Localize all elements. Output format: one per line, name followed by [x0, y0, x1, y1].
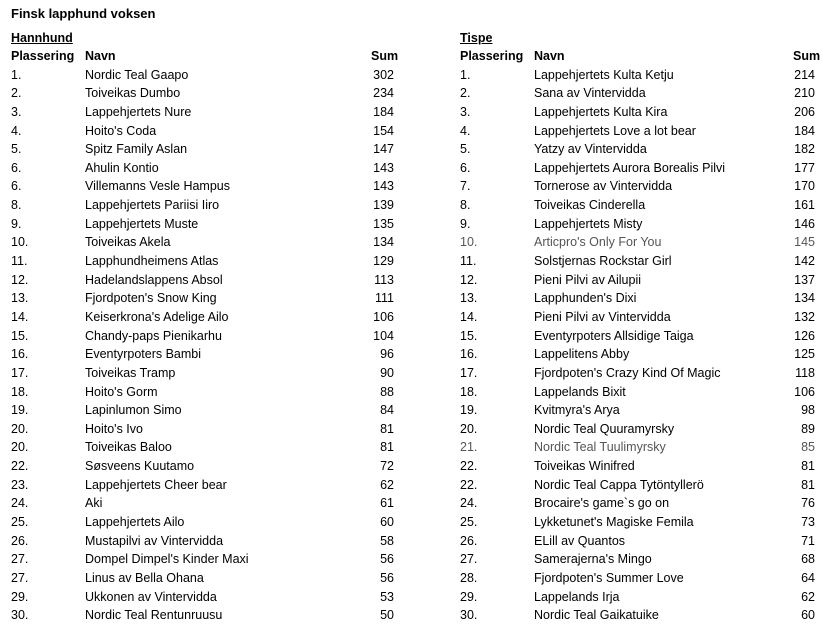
table-row	[460, 289, 815, 308]
rank-cell: 6.	[11, 160, 22, 175]
name-cell: Villemanns Vesle Hampus	[85, 179, 230, 194]
name-cell: Linus av Bella Ohana	[85, 570, 204, 585]
name-cell: Pieni Pilvi av Ailupii	[534, 272, 641, 287]
rank-cell: 27.	[11, 552, 29, 567]
sum-cell: 81	[801, 477, 815, 492]
sum-cell: 106	[794, 384, 815, 399]
sum-cell: 154	[373, 123, 394, 138]
name-cell: Nordic Teal Quuramyrsky	[534, 421, 675, 436]
name-cell: Nordic Teal Rentunruusu	[85, 608, 223, 623]
table-row	[11, 327, 394, 346]
rank-cell: 3.	[460, 104, 471, 119]
table-row	[460, 159, 815, 178]
rank-cell: 1.	[11, 67, 22, 82]
rank-cell: 6.	[460, 160, 471, 175]
rank-cell: 13.	[11, 291, 29, 306]
sum-cell: 134	[373, 235, 394, 250]
sum-cell: 96	[380, 347, 394, 362]
header-name: Navn	[85, 49, 116, 63]
rank-cell: 19.	[11, 403, 29, 418]
table-row	[11, 159, 394, 178]
sum-cell: 60	[380, 515, 394, 530]
name-cell: Pieni Pilvi av Vintervidda	[534, 309, 671, 324]
table-row	[460, 345, 815, 364]
header-rank: Plassering	[11, 49, 75, 63]
rank-cell: 13.	[460, 291, 478, 306]
sum-cell: 146	[794, 216, 815, 231]
table-body	[11, 66, 394, 625]
sum-cell: 81	[380, 440, 394, 455]
sum-cell: 62	[380, 477, 394, 492]
rank-cell: 26.	[460, 533, 478, 548]
name-cell: Fjordpoten's Summer Love	[534, 570, 684, 585]
table-row	[460, 550, 815, 569]
sum-cell: 89	[801, 421, 815, 436]
sum-cell: 147	[373, 142, 394, 157]
table-row	[460, 569, 815, 588]
name-cell: Søsveens Kuutamo	[85, 459, 195, 474]
table-row	[11, 383, 394, 402]
table-row	[460, 84, 815, 103]
sum-cell: 182	[794, 142, 815, 157]
table-row	[460, 177, 815, 196]
sum-cell: 142	[794, 254, 815, 269]
table-row	[11, 140, 394, 159]
sum-cell: 68	[801, 552, 815, 567]
sum-cell: 126	[794, 328, 815, 343]
rank-cell: 8.	[11, 198, 22, 213]
section-title: Hannhund	[11, 31, 73, 45]
sum-cell: 118	[795, 365, 815, 380]
rank-cell: 4.	[11, 123, 22, 138]
rank-cell: 26.	[11, 533, 29, 548]
rank-cell: 18.	[11, 384, 29, 399]
name-cell: Toiveikas Cinderella	[534, 198, 646, 213]
sum-cell: 58	[380, 533, 394, 548]
sum-cell: 143	[373, 179, 394, 194]
name-cell: Hoito's Coda	[85, 123, 157, 138]
rank-cell: 2.	[11, 86, 22, 101]
rank-cell: 16.	[460, 347, 478, 362]
sum-cell: 98	[801, 403, 815, 418]
name-cell: Hoito's Ivo	[85, 421, 143, 436]
name-cell: Tornerose av Vintervidda	[534, 179, 673, 194]
name-cell: Lykketunet's Magiske Femila	[534, 515, 694, 530]
name-cell: Hadelandslappens Absol	[85, 272, 223, 287]
table-row	[460, 271, 815, 290]
name-cell: Lapphunden's Dixi	[534, 291, 637, 306]
table-row	[11, 494, 394, 513]
name-cell: Ukkonen av Vintervidda	[85, 589, 217, 604]
rank-cell: 29.	[460, 589, 478, 604]
name-cell: Fjordpoten's Crazy Kind Of Magic	[534, 365, 721, 380]
sum-cell: 81	[380, 421, 394, 436]
rank-cell: 9.	[460, 216, 471, 231]
sum-cell: 85	[801, 440, 815, 455]
table-row	[11, 457, 394, 476]
sum-cell: 184	[373, 104, 394, 119]
name-cell: Nordic Teal Tuulimyrsky	[534, 440, 666, 455]
table-row	[11, 289, 394, 308]
name-cell: Eventyrpoters Bambi	[85, 347, 202, 362]
sum-cell: 184	[794, 123, 815, 138]
rank-cell: 6.	[11, 179, 22, 194]
table-row	[11, 401, 394, 420]
sum-cell: 137	[794, 272, 815, 287]
name-cell: Toiveikas Dumbo	[85, 86, 181, 101]
rank-cell: 10.	[460, 235, 478, 250]
name-cell: Lappehjertets Aurora Borealis Pilvi	[534, 160, 726, 175]
name-cell: Solstjernas Rockstar Girl	[534, 254, 672, 269]
rank-cell: 24.	[460, 496, 478, 511]
name-cell: Nordic Teal Gaapo	[85, 67, 189, 82]
rank-cell: 5.	[11, 142, 22, 157]
table-row	[460, 233, 815, 252]
table-row	[460, 457, 815, 476]
sum-cell: 56	[380, 552, 394, 567]
table-row	[460, 438, 815, 457]
sum-cell: 161	[794, 198, 815, 213]
table-row	[460, 196, 815, 215]
name-cell: Spitz Family Aslan	[85, 142, 188, 157]
table-row	[11, 606, 394, 625]
header-name: Navn	[534, 49, 565, 63]
table-row	[460, 122, 815, 141]
rank-cell: 22.	[460, 459, 478, 474]
name-cell: Keiserkrona's Adelige Ailo	[85, 309, 229, 324]
name-cell: Brocaire's game`s go on	[534, 496, 670, 511]
name-cell: Lapinlumon Simo	[85, 403, 182, 418]
name-cell: Mustapilvi av Vintervidda	[85, 533, 224, 548]
table-row	[11, 196, 394, 215]
rank-cell: 30.	[11, 608, 29, 623]
sum-cell: 90	[380, 365, 394, 380]
rank-cell: 15.	[11, 328, 29, 343]
rank-cell: 3.	[11, 104, 22, 119]
sum-cell: 302	[373, 67, 394, 82]
name-cell: Eventyrpoters Allsidige Taiga	[534, 328, 694, 343]
table-row	[460, 532, 815, 551]
table-row	[11, 438, 394, 457]
sum-cell: 64	[801, 570, 815, 585]
table-row	[11, 103, 394, 122]
sum-cell: 61	[380, 496, 394, 511]
name-cell: Sana av Vintervidda	[534, 86, 646, 101]
table-row	[11, 252, 394, 271]
name-cell: Lappehjertets Cheer bear	[85, 477, 227, 492]
table-row	[11, 513, 394, 532]
name-cell: Lappelitens Abby	[534, 347, 630, 362]
rank-cell: 16.	[11, 347, 29, 362]
table-row	[460, 513, 815, 532]
sum-cell: 214	[794, 67, 815, 82]
sum-cell: 113	[374, 272, 394, 287]
sum-cell: 145	[794, 235, 815, 250]
name-cell: Aki	[85, 496, 103, 511]
sum-cell: 206	[794, 104, 815, 119]
table-row	[460, 401, 815, 420]
sum-cell: 56	[380, 570, 394, 585]
table-header	[460, 47, 821, 66]
sum-cell: 73	[801, 515, 815, 530]
rank-cell: 7.	[460, 179, 471, 194]
document-title: Finsk lapphund voksen	[11, 6, 156, 21]
rank-cell: 29.	[11, 589, 29, 604]
name-cell: Articpro's Only For You	[534, 235, 662, 250]
table-row	[11, 345, 394, 364]
rank-cell: 14.	[11, 309, 29, 324]
table-row	[11, 177, 394, 196]
sum-cell: 104	[373, 328, 394, 343]
sum-cell: 125	[794, 347, 815, 362]
name-cell: Toiveikas Akela	[85, 235, 171, 250]
sum-cell: 170	[794, 179, 815, 194]
name-cell: Lappelands Bixit	[534, 384, 626, 399]
rank-cell: 22.	[11, 459, 29, 474]
header-sum: Sum	[371, 49, 399, 63]
table-row	[11, 84, 394, 103]
name-cell: ELill av Quantos	[534, 533, 626, 548]
name-cell: Fjordpoten's Snow King	[85, 291, 217, 306]
rank-cell: 11.	[460, 254, 477, 269]
name-cell: Samerajerna's Mingo	[534, 552, 652, 567]
name-cell: Hoito's Gorm	[85, 384, 158, 399]
rank-cell: 12.	[460, 272, 478, 287]
rank-cell: 9.	[11, 216, 22, 231]
sum-cell: 134	[794, 291, 815, 306]
table-row	[460, 494, 815, 513]
name-cell: Yatzy av Vintervidda	[534, 142, 647, 157]
table-row	[460, 308, 815, 327]
rank-cell: 17.	[460, 365, 478, 380]
table-row	[460, 420, 815, 439]
table-row	[460, 383, 815, 402]
table-row	[11, 569, 394, 588]
rank-cell: 20.	[460, 421, 478, 436]
sum-cell: 60	[801, 608, 815, 623]
rank-cell: 21.	[460, 440, 478, 455]
sum-cell: 71	[801, 533, 815, 548]
table-row	[460, 327, 815, 346]
table-row	[460, 215, 815, 234]
rank-cell: 24.	[11, 496, 29, 511]
table-row	[11, 420, 394, 439]
sum-cell: 135	[373, 216, 394, 231]
rank-cell: 14.	[460, 309, 478, 324]
name-cell: Lappehjertets Love a lot bear	[534, 123, 696, 138]
table-row	[11, 271, 394, 290]
name-cell: Lappehjertets Pariisi Iiro	[85, 198, 220, 213]
name-cell: Lappehjertets Ailo	[85, 515, 185, 530]
name-cell: Lappehjertets Nure	[85, 104, 192, 119]
table-row	[11, 308, 394, 327]
name-cell: Ahulin Kontio	[85, 160, 159, 175]
table-row	[460, 66, 815, 85]
rank-cell: 12.	[11, 272, 29, 287]
table-row	[11, 588, 394, 607]
sum-cell: 106	[373, 309, 394, 324]
sum-cell: 81	[801, 459, 815, 474]
name-cell: Chandy-paps Pienikarhu	[85, 328, 222, 343]
table-row	[11, 532, 394, 551]
rank-cell: 25.	[11, 515, 29, 530]
table-row	[460, 588, 815, 607]
rank-cell: 30.	[460, 608, 478, 623]
name-cell: Lappelands Irja	[534, 589, 620, 604]
name-cell: Kvitmyra's Arya	[534, 403, 620, 418]
name-cell: Toiveikas Tramp	[85, 365, 176, 380]
sum-cell: 210	[794, 86, 815, 101]
table-row	[460, 103, 815, 122]
rank-cell: 20.	[11, 421, 29, 436]
rank-cell: 22.	[460, 477, 478, 492]
rank-cell: 2.	[460, 86, 471, 101]
name-cell: Nordic Teal Cappa Tytöntyllerö	[534, 477, 704, 492]
name-cell: Lappehjertets Kulta Kira	[534, 104, 668, 119]
table-row	[11, 233, 394, 252]
rank-cell: 18.	[460, 384, 478, 399]
rank-cell: 27.	[11, 570, 29, 585]
name-cell: Lappehjertets Misty	[534, 216, 643, 231]
sum-cell: 72	[380, 459, 394, 474]
rank-cell: 4.	[460, 123, 471, 138]
table-row	[460, 364, 815, 383]
sum-cell: 132	[794, 309, 815, 324]
sum-cell: 111	[374, 291, 394, 306]
rank-cell: 5.	[460, 142, 471, 157]
table-row	[460, 252, 815, 271]
section-hannhund	[11, 29, 399, 625]
sum-cell: 62	[801, 589, 815, 604]
rank-cell: 23.	[11, 477, 29, 492]
sum-cell: 139	[373, 198, 394, 213]
table-row	[11, 122, 394, 141]
rank-cell: 10.	[11, 235, 29, 250]
rank-cell: 17.	[11, 365, 29, 380]
sum-cell: 88	[380, 384, 394, 399]
rank-cell: 11.	[11, 254, 28, 269]
section-title: Tispe	[460, 31, 493, 45]
header-rank: Plassering	[460, 49, 524, 63]
table-row	[460, 476, 815, 495]
sum-cell: 50	[380, 608, 394, 623]
name-cell: Lappehjertets Kulta Ketju	[534, 67, 674, 82]
rank-cell: 15.	[460, 328, 478, 343]
rank-cell: 1.	[460, 67, 471, 82]
sum-cell: 129	[373, 254, 394, 269]
rank-cell: 25.	[460, 515, 478, 530]
table-header	[11, 47, 399, 66]
table-row	[11, 550, 394, 569]
table-row	[460, 140, 815, 159]
rank-cell: 19.	[460, 403, 478, 418]
name-cell: Lappehjertets Muste	[85, 216, 199, 231]
table-row	[11, 476, 394, 495]
sum-cell: 53	[380, 589, 394, 604]
sum-cell: 76	[801, 496, 815, 511]
name-cell: Toiveikas Winifred	[534, 459, 635, 474]
header-sum: Sum	[793, 49, 821, 63]
table-body	[460, 66, 815, 625]
rank-cell: 20.	[11, 440, 29, 455]
rank-cell: 28.	[460, 570, 478, 585]
name-cell: Nordic Teal Gaikatuike	[534, 608, 659, 623]
table-row	[11, 364, 394, 383]
rank-cell: 27.	[460, 552, 478, 567]
sum-cell: 84	[380, 403, 394, 418]
sum-cell: 234	[373, 86, 394, 101]
name-cell: Toiveikas Baloo	[85, 440, 172, 455]
table-row	[11, 215, 394, 234]
name-cell: Lapphundheimens Atlas	[85, 254, 219, 269]
section-tispe	[460, 29, 821, 625]
sum-cell: 143	[373, 160, 394, 175]
name-cell: Dompel Dimpel's Kinder Maxi	[85, 552, 249, 567]
table-row	[460, 606, 815, 625]
rank-cell: 8.	[460, 198, 471, 213]
sum-cell: 177	[794, 160, 815, 175]
table-row	[11, 66, 394, 85]
